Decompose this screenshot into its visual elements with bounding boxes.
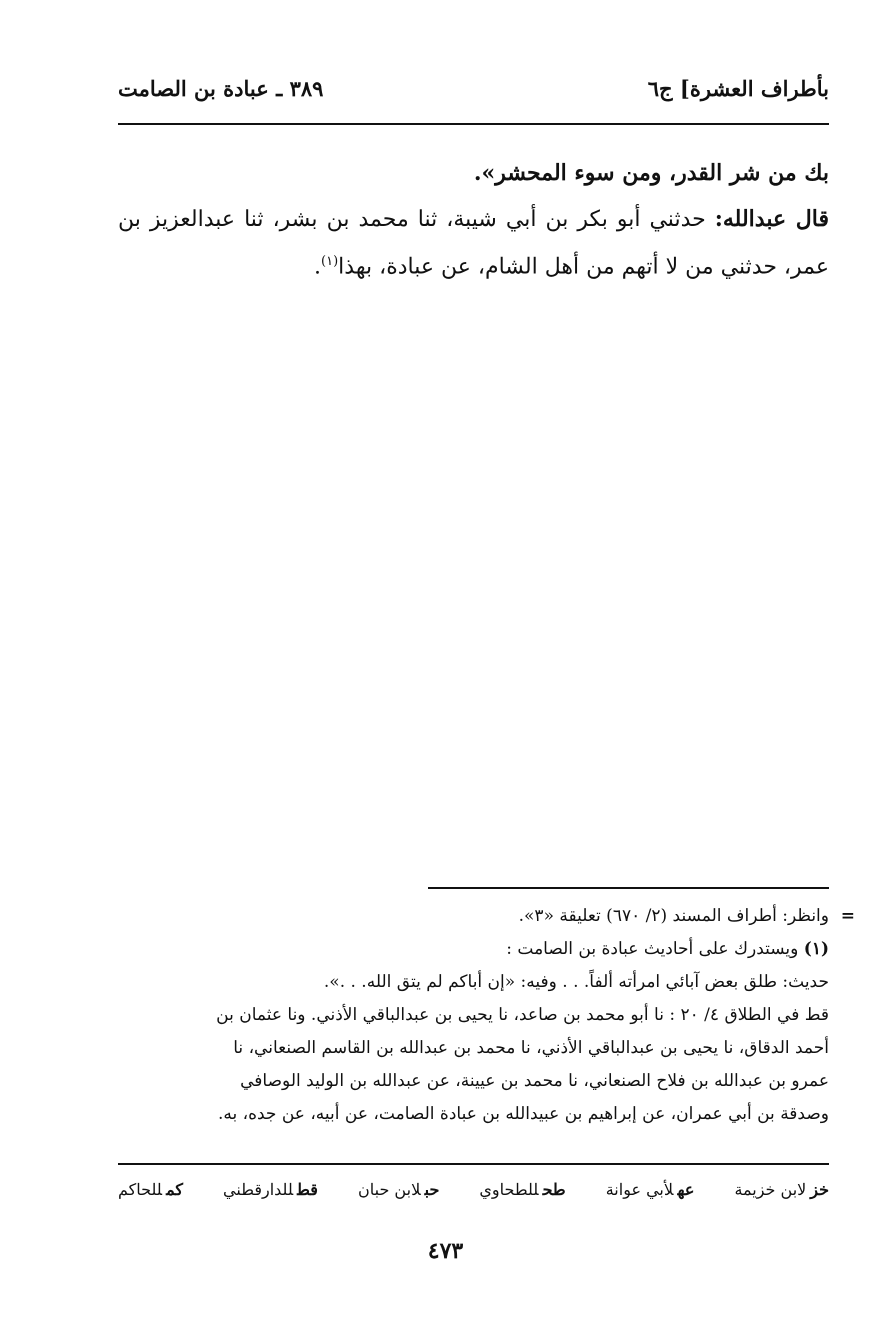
- paragraph-2-text: حدثني أبو بكر بن أبي شيبة، ثنا محمد بن بشر، ثنا عبدالعزيز بن عمر، حدثني من لا أتهم من أهل الشام، عن عبادة، بهذا: [118, 207, 829, 280]
- paragraph-1: بك من شر القدر، ومن سوء المحشر».: [473, 160, 829, 186]
- footnote-1-line-2: أحمد الدقاق، نا يحيى بن عبدالباقي الأذني، نا محمد بن عبدالله بن القاسم الصنعاني، نا: [233, 1038, 829, 1058]
- legend-divider: [118, 1163, 829, 1165]
- legend-item: قطللدارقطني: [223, 1180, 318, 1199]
- footnote-1-line-3: عمرو بن عبدالله بن فلاح الصنعاني، نا محمد بن عيينة، عن عبدالله بن الوليد الوصافي: [240, 1071, 829, 1091]
- footnote-1-intro-text: ويستدرك على أحاديث عبادة بن الصامت :: [506, 939, 799, 959]
- section-title: ٣٨٩ ـ عبادة بن الصامت: [118, 75, 324, 101]
- legend-item: كمللحاكم: [118, 1180, 183, 1199]
- abbreviation-legend: [118, 1180, 829, 1199]
- footnotes: [118, 900, 855, 1131]
- book-title: بأطراف العشرة] ج٦: [647, 75, 829, 101]
- footnote-continuation: [118, 900, 855, 933]
- legend-item: خزلابن خزيمة: [734, 1180, 829, 1199]
- footnote-1-hadith: حديث: طلق بعض آبائي امرأته ألفاً. . . وفيه: «إن أباكم لم يتق الله. . .».: [323, 972, 829, 992]
- paragraph-2: [118, 198, 829, 288]
- paragraph-2-lead: قال عبدالله:: [714, 206, 829, 232]
- header-divider: [118, 123, 829, 125]
- legend-item: طحللطحاوي: [479, 1180, 566, 1199]
- paragraph-2-end: .: [314, 254, 322, 280]
- footnote-divider: [428, 887, 829, 889]
- footnote-1-number: (١): [803, 939, 829, 959]
- footnote-1-line-1: قط في الطلاق ٤/ ٢٠ : نا أبو محمد بن صاعد، نا يحيى بن عبدالباقي الأذني. ونا عثمان بن: [216, 1005, 829, 1025]
- page-number: ٤٧٣: [427, 1238, 464, 1264]
- footnote-1-intro: [118, 933, 855, 966]
- legend-item: عهلأبي عوانة: [605, 1180, 695, 1199]
- running-header: [118, 70, 829, 106]
- continuation-mark: =: [840, 906, 855, 926]
- legend-item: حبلابن حبان: [358, 1180, 440, 1199]
- footnote-ref: (١): [321, 254, 339, 269]
- footnote-1-line-4: وصدقة بن أبي عمران، عن إبراهيم بن عبيدالله بن عبادة الصامت، عن أبيه، عن جده، به.: [217, 1104, 829, 1124]
- main-text: [118, 152, 829, 292]
- continuation-text: وانظر: أطراف المسند (٢/ ٦٧٠) تعليقة «٣».: [518, 906, 829, 926]
